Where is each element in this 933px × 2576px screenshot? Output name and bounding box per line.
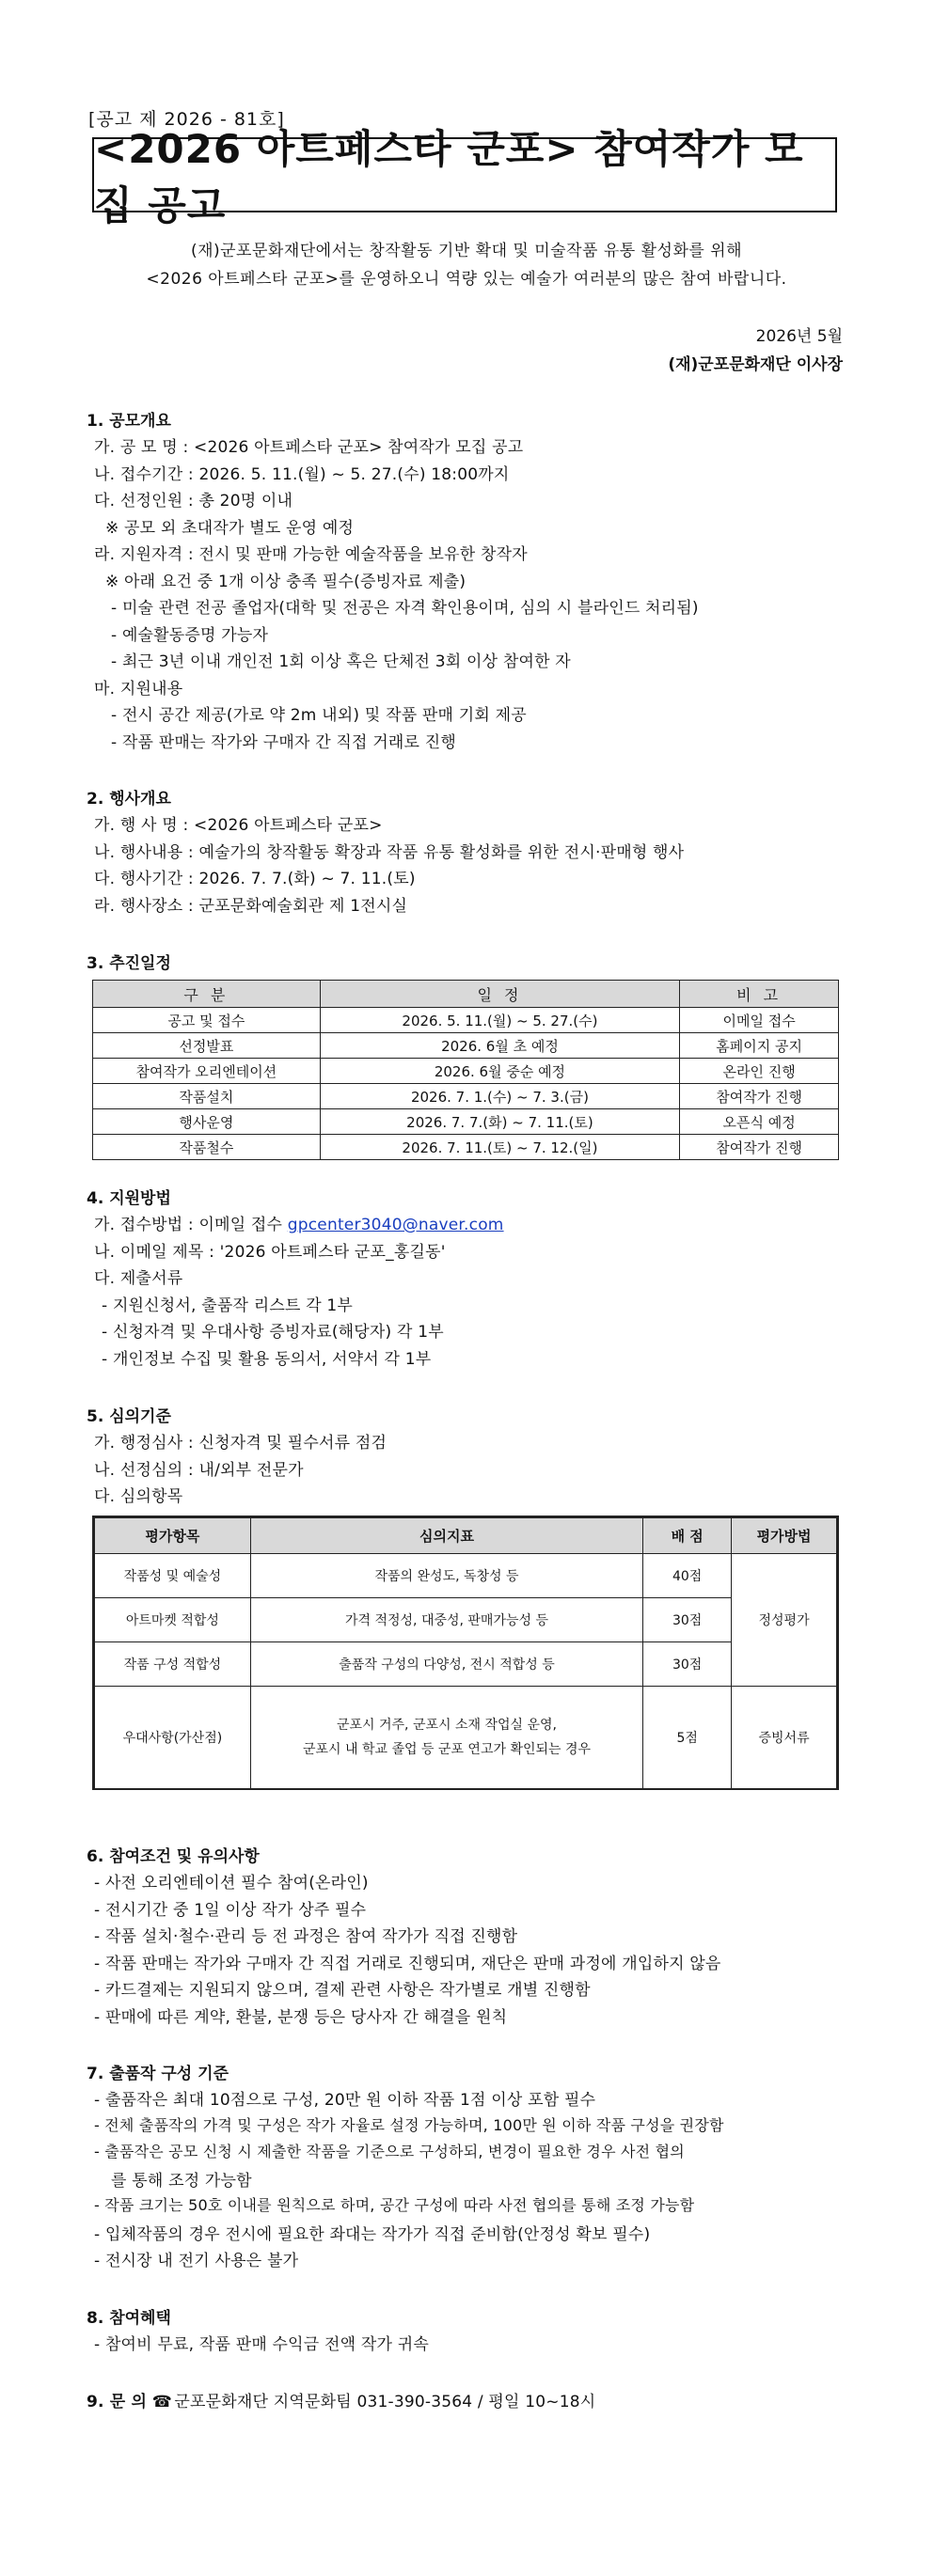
table-cell: 2026. 6월 초 예정 — [320, 1033, 680, 1059]
table-cell: 공고 및 접수 — [93, 1008, 321, 1033]
table-cell — [250, 1687, 642, 1789]
table-cell: 40점 — [643, 1554, 732, 1598]
table-cell: 2026. 7. 1.(수) ~ 7. 3.(금) — [320, 1084, 680, 1109]
table-cell: 5점 — [643, 1687, 732, 1789]
sec6-bullet: - 판매에 따른 계약, 환불, 분쟁 등은 당사자 간 해결을 원칙 — [94, 2008, 508, 2027]
sec4-bullet: - 지원신청서, 출품작 리스트 각 1부 — [102, 1296, 354, 1315]
table-cell: 우대사항(가산점) — [95, 1687, 251, 1789]
sec1-line: 가. 공 모 명 : <2026 아트페스타 군포> 참여작가 모집 공고 — [94, 438, 524, 457]
table-cell: 참여작가 진행 — [680, 1084, 839, 1109]
sec4-method-label: 가. 접수방법 : 이메일 접수 — [94, 1216, 288, 1234]
table-cell: 정성평가 — [732, 1554, 837, 1687]
table-cell-line: 군포시 내 학교 졸업 등 군포 연고가 확인되는 경우 — [302, 1742, 592, 1757]
table-cell: 가격 적정성, 대중성, 판매가능성 등 — [250, 1598, 642, 1642]
sec7-bullet: - 전시장 내 전기 사용은 불가 — [94, 2252, 299, 2270]
table-cell: 작품성 및 예술성 — [95, 1554, 251, 1598]
table-cell: 참여작가 진행 — [680, 1135, 839, 1160]
sec7-continuation: 를 통해 조정 가능함 — [111, 2172, 252, 2191]
table-cell: 2026. 5. 11.(월) ~ 5. 27.(수) — [320, 1008, 680, 1033]
sec2-line: 가. 행 사 명 : <2026 아트페스타 군포> — [94, 816, 383, 835]
table-header: 구 분 — [93, 981, 321, 1008]
table-cell: 작품 구성 적합성 — [95, 1642, 251, 1687]
table-cell: 2026. 7. 7.(화) ~ 7. 11.(토) — [320, 1109, 680, 1135]
table-cell: 작품설치 — [93, 1084, 321, 1109]
sec4-method-line — [94, 1211, 504, 1234]
table-cell: 증빙서류 — [732, 1687, 837, 1789]
table-header: 심의지표 — [250, 1518, 642, 1554]
section-1-heading: 1. 공모개요 — [87, 412, 171, 431]
table-header: 배 점 — [643, 1518, 732, 1554]
email-link[interactable]: gpcenter3040@naver.com — [287, 1216, 504, 1234]
section-5-heading: 5. 심의기준 — [87, 1407, 171, 1426]
sec1-line: 다. 선정인원 : 총 20명 이내 — [94, 492, 293, 510]
sec7-bullet: - 출품작은 공모 신청 시 제출한 작품을 기준으로 구성하되, 변경이 필요한 경우 사전 협의 — [94, 2143, 685, 2160]
notice-number: [공고 제 2026 - 81호] — [88, 109, 285, 130]
table-cell: 행사운영 — [93, 1109, 321, 1135]
sec1-line: 마. 지원내용 — [94, 680, 183, 699]
table-header: 평가방법 — [732, 1518, 837, 1554]
sec1-line: 라. 지원자격 : 전시 및 판매 가능한 예술작품을 보유한 창작자 — [94, 545, 528, 564]
table-row — [95, 1598, 837, 1642]
table-header: 비 고 — [680, 981, 839, 1008]
signer: (재)군포문화재단 이사장 — [668, 355, 843, 374]
schedule-table — [92, 980, 839, 1160]
sec4-bullet: - 개인정보 수집 및 활용 동의서, 서약서 각 1부 — [102, 1350, 432, 1369]
contact-line — [87, 2388, 595, 2411]
section-6-heading: 6. 참여조건 및 유의사항 — [87, 1847, 260, 1866]
table-cell: 오픈식 예정 — [680, 1109, 839, 1135]
table-row — [93, 1135, 839, 1160]
table-cell: 참여작가 오리엔테이션 — [93, 1059, 321, 1084]
title-box — [92, 126, 837, 228]
table-cell: 작품철수 — [93, 1135, 321, 1160]
sec1-bullet: - 전시 공간 제공(가로 약 2m 내외) 및 작품 판매 기회 제공 — [111, 706, 527, 725]
sec7-bullet: - 작품 크기는 50호 이내를 원칙으로 하며, 공간 구성에 따라 사전 협의를 통해 조정 가능함 — [94, 2196, 695, 2214]
sec7-bullet: - 출품작은 최대 10점으로 구성, 20만 원 이하 작품 1점 이상 포함 필수 — [94, 2091, 596, 2110]
sec8-bullet: - 참여비 무료, 작품 판매 수익금 전액 작가 귀속 — [94, 2335, 429, 2354]
sec7-bullet: - 입체작품의 경우 전시에 필요한 좌대는 작가가 직접 준비함(안정성 확보 필수) — [94, 2225, 651, 2244]
table-cell-line: 군포시 거주, 군포시 소재 작업실 운영, — [336, 1718, 557, 1733]
table-cell: 이메일 접수 — [680, 1008, 839, 1033]
table-cell: 선정발표 — [93, 1033, 321, 1059]
sec1-bullet: - 최근 3년 이내 개인전 1회 이상 혹은 단체전 3회 이상 참여한 자 — [111, 652, 571, 671]
sec6-bullet: - 사전 오리엔테이션 필수 참여(온라인) — [94, 1874, 369, 1893]
table-cell: 작품의 완성도, 독창성 등 — [250, 1554, 642, 1598]
sec1-line: 나. 접수기간 : 2026. 5. 11.(월) ~ 5. 27.(수) 18:00까지 — [94, 465, 510, 484]
sec4-line: 나. 이메일 제목 : '2026 아트페스타 군포_홍길동' — [94, 1243, 446, 1262]
contact-text: 군포문화재단 지역문화팀 031-390-3564 / 평일 10~18시 — [174, 2393, 596, 2411]
sec6-bullet: - 카드결제는 지원되지 않으며, 결제 관련 사항은 작가별로 개별 진행함 — [94, 1981, 591, 2000]
sec5-line: 가. 행정심사 : 신청자격 및 필수서류 점검 — [94, 1434, 387, 1453]
sec1-note: ※ 공모 외 초대작가 별도 운영 예정 — [105, 519, 355, 538]
table-row — [93, 1059, 839, 1084]
sec2-line: 라. 행사장소 : 군포문화예술회관 제 1전시실 — [94, 897, 408, 916]
section-8-heading: 8. 참여혜택 — [87, 2309, 171, 2328]
table-row — [93, 1084, 839, 1109]
sec1-bullet: - 예술활동증명 가능자 — [111, 626, 269, 645]
page-title: <2026 아트페스타 군포> 참여작가 모집 공고 — [94, 126, 804, 228]
section-9-heading: 9. 문 의 — [87, 2393, 148, 2411]
sec4-bullet: - 신청자격 및 우대사항 증빙자료(해당자) 각 1부 — [102, 1323, 444, 1342]
sec2-line: 나. 행사내용 : 예술가의 창작활동 확장과 작품 유통 활성화를 위한 전시·판매형 행사 — [94, 843, 685, 862]
sec4-line: 다. 제출서류 — [94, 1269, 183, 1288]
notice-date: 2026년 5월 — [755, 327, 843, 346]
phone-icon: ☎ — [151, 2393, 173, 2411]
section-4-heading: 4. 지원방법 — [87, 1189, 171, 1208]
section-2-heading: 2. 행사개요 — [87, 790, 171, 809]
table-header: 일 정 — [320, 981, 680, 1008]
table-row — [93, 1008, 839, 1033]
sec5-line: 다. 심의항목 — [94, 1487, 183, 1506]
table-cell: 2026. 7. 11.(토) ~ 7. 12.(일) — [320, 1135, 680, 1160]
table-header: 평가항목 — [95, 1518, 251, 1554]
sec2-line: 다. 행사기간 : 2026. 7. 7.(화) ~ 7. 11.(토) — [94, 870, 416, 888]
sec7-bullet: - 전체 출품작의 가격 및 구성은 작가 자율로 설정 가능하며, 100만 원 이하 작품 구성을 권장함 — [94, 2116, 724, 2134]
table-row — [93, 1033, 839, 1059]
sec6-bullet: - 작품 설치·철수·관리 등 전 과정은 참여 작가가 직접 진행함 — [94, 1927, 518, 1946]
table-cell: 아트마켓 적합성 — [95, 1598, 251, 1642]
table-cell: 온라인 진행 — [680, 1059, 839, 1084]
intro-line-2: <2026 아트페스타 군포>를 운영하오니 역량 있는 예술가 여러분의 많은 참여 바랍니다. — [146, 270, 787, 289]
table-cell: 30점 — [643, 1642, 732, 1687]
sec6-bullet: - 작품 판매는 작가와 구매자 간 직접 거래로 진행되며, 재단은 판매 과정에 개입하지 않음 — [94, 1955, 721, 1973]
table-cell: 2026. 6월 중순 예정 — [320, 1059, 680, 1084]
table-cell: 30점 — [643, 1598, 732, 1642]
evaluation-table — [94, 1517, 837, 1789]
sec1-bullet: - 작품 판매는 작가와 구매자 간 직접 거래로 진행 — [111, 733, 456, 752]
table-row — [95, 1687, 837, 1789]
sec1-note: ※ 아래 요건 중 1개 이상 충족 필수(증빙자료 제출) — [105, 573, 466, 591]
intro-line-1: (재)군포문화재단에서는 창작활동 기반 확대 및 미술작품 유통 활성화를 위해 — [190, 242, 743, 260]
sec6-bullet: - 전시기간 중 1일 이상 작가 상주 필수 — [94, 1901, 367, 1920]
sec5-line: 나. 선정심의 : 내/외부 전문가 — [94, 1461, 304, 1480]
table-cell: 홈페이지 공지 — [680, 1033, 839, 1059]
table-row — [95, 1642, 837, 1687]
sec1-bullet: - 미술 관련 전공 졸업자(대학 및 전공은 자격 확인용이며, 심의 시 블라인드 처리됨) — [111, 599, 699, 618]
section-3-heading: 3. 추진일정 — [87, 954, 171, 973]
section-7-heading: 7. 출품작 구성 기준 — [87, 2065, 229, 2083]
table-row — [93, 1109, 839, 1135]
table-row — [95, 1554, 837, 1598]
table-cell: 출품작 구성의 다양성, 전시 적합성 등 — [250, 1642, 642, 1687]
